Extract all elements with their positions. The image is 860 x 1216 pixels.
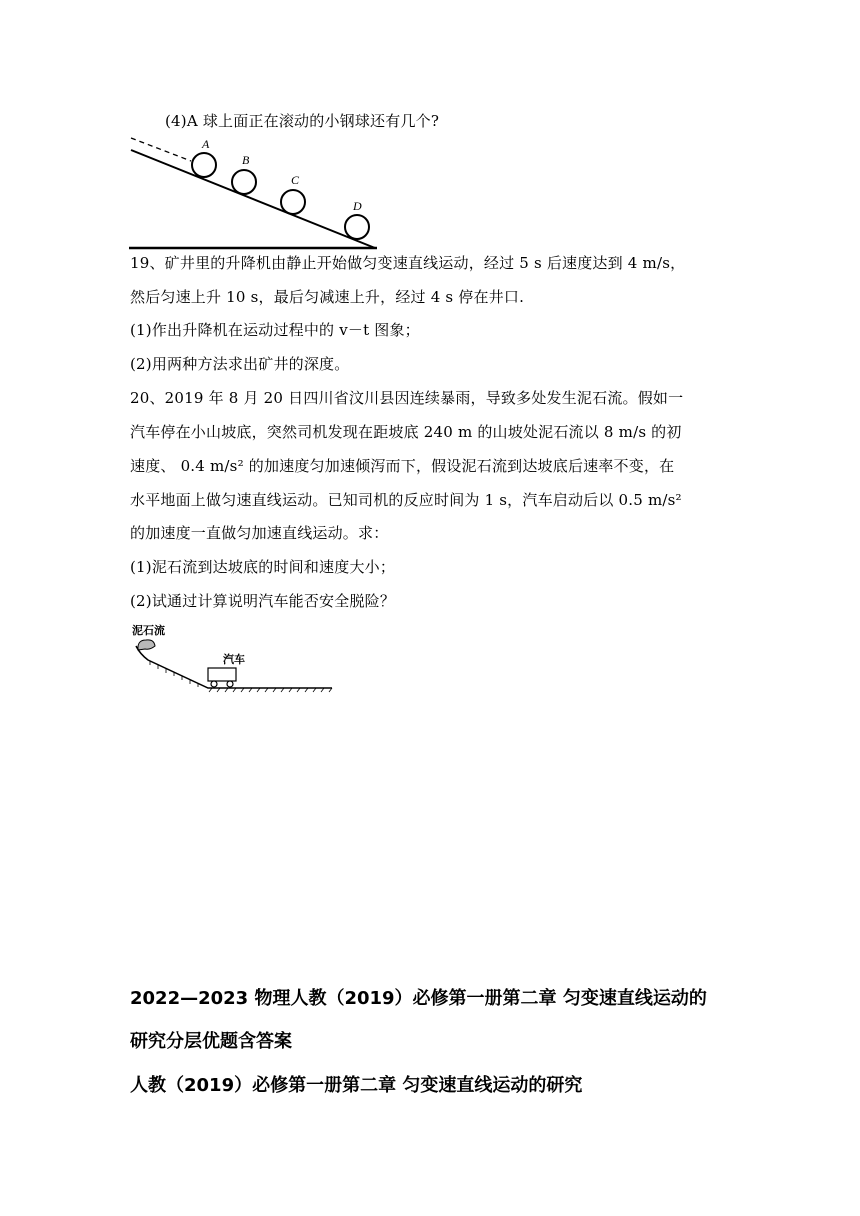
mudflow-car-figure	[128, 620, 338, 694]
ball-d	[345, 215, 369, 239]
question-20-line-4: 水平地面上做匀速直线运动。已知司机的反应时间为 1 s，汽车启动后以 0.5 m/s²	[130, 491, 682, 509]
incline-surface	[131, 150, 375, 248]
dashed-incline-continuation	[131, 138, 191, 161]
car-wheel-rear	[227, 681, 233, 687]
question-20-line-3: 速度、 0.4 m/s² 的加速度匀加速倾泻而下，假设泥石流到达坡底后速率不变，在	[130, 457, 675, 475]
section-heading-line-1: 2022—2023 物理人教（2019）必修第一册第二章 匀变速直线运动的	[130, 988, 707, 1009]
label-d: D	[353, 199, 362, 213]
question-20-line-1: 20、2019 年 8 月 20 日四川省汶川县因连续暴雨，导致多处发生泥石流。假如一	[130, 389, 684, 407]
mudflow-blob	[138, 640, 155, 650]
question-20-line-5: 的加速度一直做匀加速直线运动。求：	[130, 524, 389, 542]
label-b: B	[242, 153, 250, 167]
section-heading-line-2: 研究分层优题含答案	[130, 1031, 292, 1052]
question-19-part-2: (2)用两种方法求出矿井的深度。	[130, 355, 350, 373]
ball-c	[281, 190, 305, 214]
incline-balls-figure	[125, 132, 385, 254]
ball-b	[232, 170, 256, 194]
question-20-line-2: 汽车停在小山坡底，突然司机发现在距坡底 240 m 的山坡处泥石流以 8 m/s 的初	[130, 423, 682, 441]
question-19-line-2: 然后匀速上升 10 s，最后匀减速上升，经过 4 s 停在井口.	[130, 288, 525, 306]
label-c: C	[291, 173, 300, 187]
question-20-part-1: (1)泥石流到达坡底的时间和速度大小；	[130, 558, 396, 576]
car-body	[208, 668, 236, 681]
label-a: A	[202, 137, 210, 151]
car-label: 汽车	[223, 653, 245, 666]
mudflow-label: 泥石流	[132, 624, 165, 637]
question-19-line-1: 19、矿井里的升降机由静止开始做匀变速直线运动，经过 5 s 后速度达到 4 m/s，	[130, 254, 686, 272]
section-heading-line-3: 人教（2019）必修第一册第二章 匀变速直线运动的研究	[130, 1075, 583, 1096]
question-19-part-1: (1)作出升降机在运动过程中的 v－t 图象；	[130, 321, 420, 339]
question-20-part-2: (2)试通过计算说明汽车能否安全脱险？	[130, 592, 396, 610]
car-wheel-front	[211, 681, 217, 687]
question-18-part-4: (4)A 球上面正在滚动的小钢球还有几个?	[165, 112, 440, 130]
ball-a	[192, 153, 216, 177]
